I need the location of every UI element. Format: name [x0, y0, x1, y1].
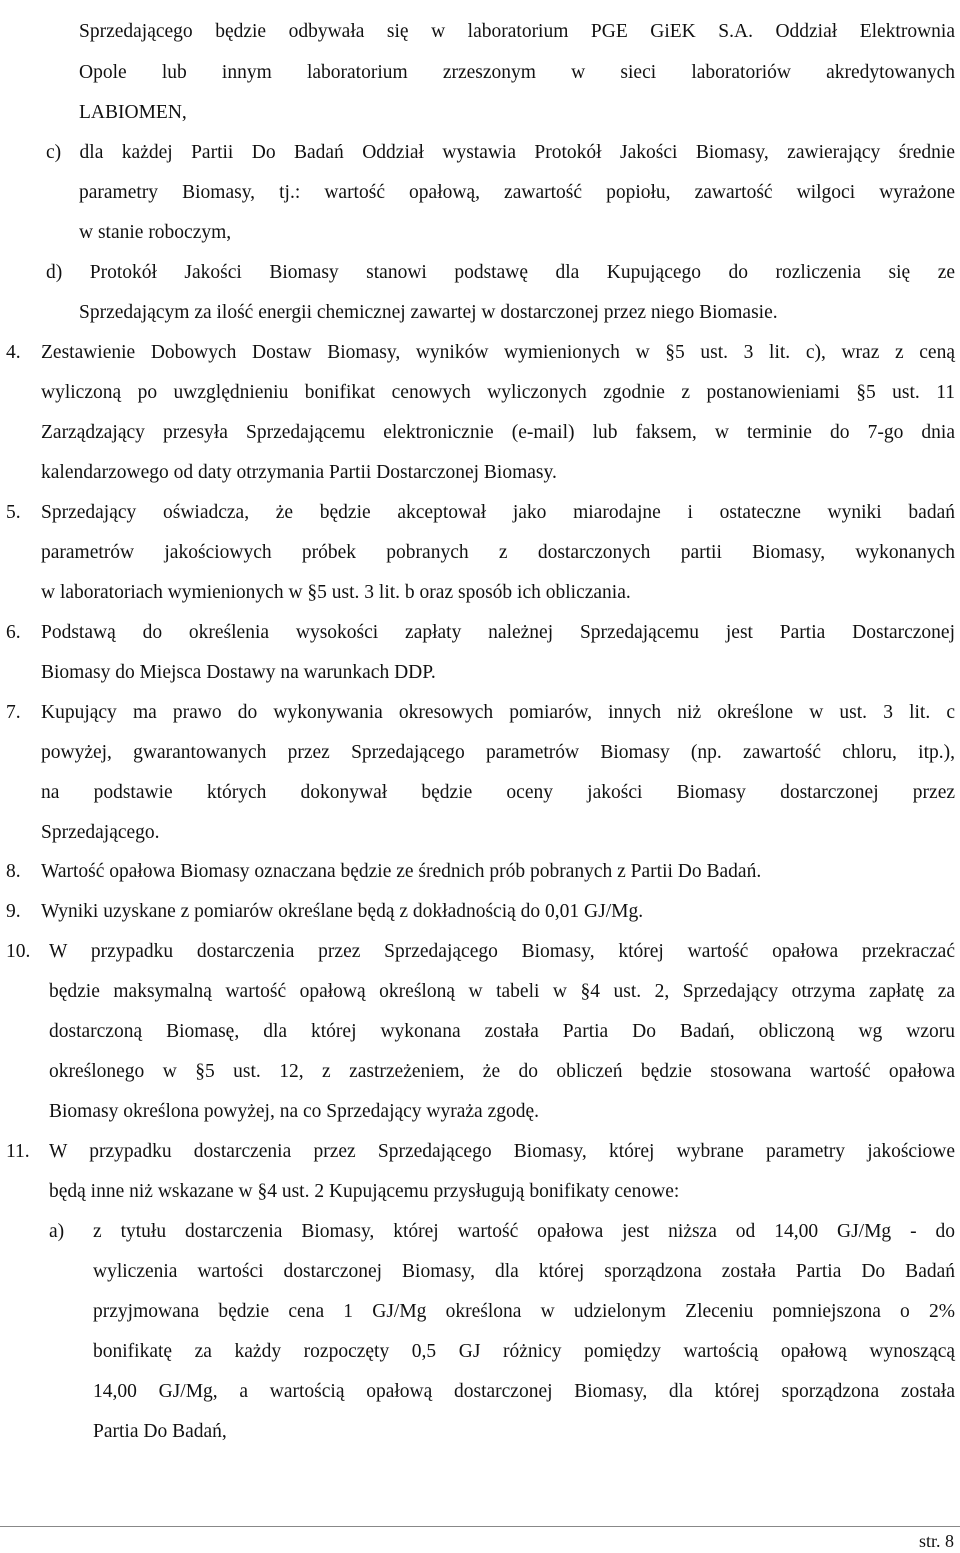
- text-line: 14,00 GJ/Mg, a wartością opałową dostarczonej Biomasy, dla której sporządzona została: [93, 1381, 955, 1402]
- list-number: 11.: [6, 1141, 30, 1162]
- text-line: Wyniki uzyskane z pomiarów określane będą z dokładnością do 0,01 GJ/Mg.: [41, 901, 644, 922]
- list-number: 10.: [6, 941, 31, 962]
- text-line: określonego w §5 ust. 12, z zastrzeżeniem, że do obliczeń będzie stosowana wartość opałowa: [49, 1061, 955, 1082]
- list-number: 7.: [6, 702, 21, 723]
- text-line: W przypadku dostarczenia przez Sprzedającego Biomasy, której wartość opałowa przekraczać: [49, 941, 955, 962]
- text-line: Sprzedającym za ilość energii chemicznej zawartej w dostarczonej przez niego Biomasie.: [79, 302, 778, 323]
- text-line: parametry Biomasy, tj.: wartość opałową, zawartość popiołu, zawartość wilgoci wyrażone: [79, 182, 955, 203]
- list-number: 8.: [6, 861, 21, 882]
- text-line: będzie maksymalną wartość opałową określoną w tabeli w §4 ust. 2, Sprzedający otrzyma zapłatę za: [49, 981, 955, 1002]
- text-line: będą inne niż wskazane w §4 ust. 2 Kupującemu przysługują bonifikaty cenowe:: [49, 1181, 680, 1202]
- text-line: Zarządzający przesyła Sprzedającemu elektronicznie (e-mail) lub faksem, w terminie do 7-go dnia: [41, 422, 955, 443]
- page-number: str. 8: [918, 1531, 954, 1551]
- text-line: Sprzedający oświadcza, że będzie akceptował jako miarodajne i ostateczne wyniki badań: [41, 502, 955, 523]
- text-line: powyżej, gwarantowanych przez Sprzedającego parametrów Biomasy (np. zawartość chloru, itp.),: [41, 742, 955, 763]
- text-line: Kupujący ma prawo do wykonywania okresowych pomiarów, innych niż określone w ust. 3 lit. c: [41, 702, 955, 723]
- text-line: Podstawą do określenia wysokości zapłaty należnej Sprzedającemu jest Partia Dostarczonej: [41, 622, 955, 643]
- text-line: W przypadku dostarczenia przez Sprzedającego Biomasy, której wybrane parametry jakościowe: [49, 1141, 955, 1162]
- text-line: parametrów jakościowych próbek pobranych z dostarczonych partii Biomasy, wykonanych: [41, 542, 955, 563]
- text-line: z tytułu dostarczenia Biomasy, której wartość opałowa jest niższa od 14,00 GJ/Mg - do: [93, 1221, 955, 1242]
- text-line: Partia Do Badań,: [93, 1421, 227, 1442]
- text-line: w stanie roboczym,: [79, 222, 232, 243]
- list-number: 9.: [6, 901, 21, 922]
- text-line: Wartość opałowa Biomasy oznaczana będzie ze średnich prób pobranych z Partii Do Badań.: [41, 861, 762, 882]
- list-number: 5.: [6, 502, 21, 523]
- text-line: kalendarzowego od daty otrzymania Partii Dostarczonej Biomasy.: [41, 462, 557, 483]
- text-line: na podstawie których dokonywał będzie oceny jakości Biomasy dostarczonej przez: [41, 782, 955, 803]
- text-line: LABIOMEN,: [79, 102, 187, 123]
- text-line: w laboratoriach wymienionych w §5 ust. 3 lit. b oraz sposób ich obliczania.: [41, 582, 631, 603]
- text-line: Sprzedającego.: [41, 822, 160, 843]
- text-line: c) dla każdej Partii Do Badań Oddział wystawia Protokół Jakości Biomasy, zawierający średnie: [46, 142, 955, 163]
- list-number: 6.: [6, 622, 21, 643]
- text-line: Opole lub innym laboratorium zrzeszonym w sieci laboratoriów akredytowanych: [79, 62, 955, 83]
- footer-divider: [0, 1526, 960, 1527]
- text-line: przyjmowana będzie cena 1 GJ/Mg określona w udzielonym Zleceniu pomniejszona o 2%: [93, 1301, 955, 1322]
- text-line: wyliczenia wartości dostarczonej Biomasy, dla której sporządzona została Partia Do Badań: [93, 1261, 955, 1282]
- text-line: Biomasy do Miejsca Dostawy na warunkach DDP.: [41, 662, 436, 683]
- text-line: Zestawienie Dobowych Dostaw Biomasy, wyników wymienionych w §5 ust. 3 lit. c), wraz z ceną: [41, 342, 955, 363]
- text-line: Sprzedającego będzie odbywała się w laboratorium PGE GiEK S.A. Oddział Elektrownia: [79, 21, 955, 42]
- text-line: d) Protokół Jakości Biomasy stanowi podstawę dla Kupującego do rozliczenia się ze: [46, 262, 955, 283]
- text-line: dostarczoną Biomasę, dla której wykonana została Partia Do Badań, obliczoną wg wzoru: [49, 1021, 955, 1042]
- text-line: wyliczoną po uwzględnieniu bonifikat cenowych wyliczonych zgodnie z postanowieniami §5 ust. 11: [41, 382, 955, 403]
- list-number: 4.: [6, 342, 21, 363]
- text-line: bonifikatę za każdy rozpoczęty 0,5 GJ różnicy pomiędzy wartością opałową wynoszącą: [93, 1341, 955, 1362]
- list-letter: a): [49, 1221, 65, 1242]
- text-line: Biomasy określona powyżej, na co Sprzedający wyraża zgodę.: [49, 1101, 540, 1122]
